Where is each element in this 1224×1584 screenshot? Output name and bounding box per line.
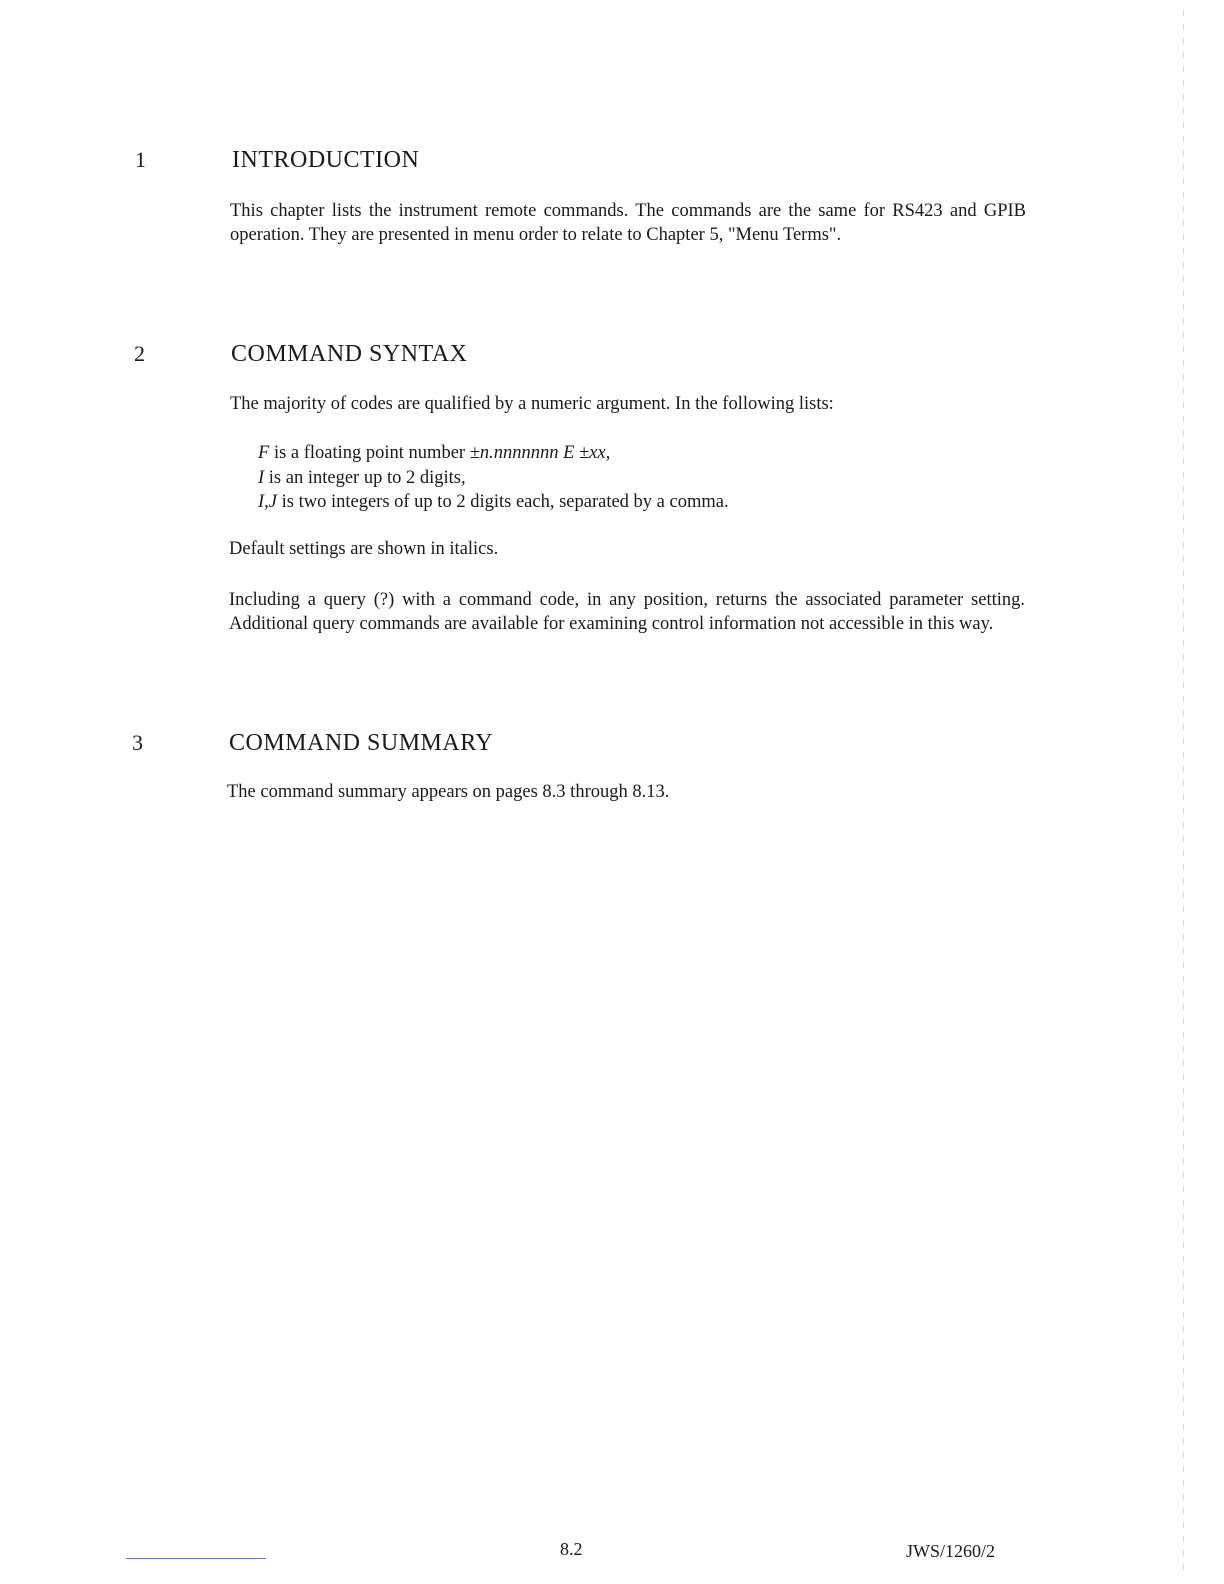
scan-edge-line <box>1183 10 1184 1570</box>
defaults-note: Default settings are shown in italics. <box>229 539 499 559</box>
definition-symbol: I,J <box>258 492 277 512</box>
section-1-paragraph: This chapter lists the instrument remote commands. The commands are the same for RS423 and GPIB operation. They are presented in menu order to relate to Chapter 5, "Menu Terms". <box>230 201 1026 245</box>
definition-symbol: F <box>258 443 270 463</box>
document-reference: JWS/1260/2 <box>906 1541 996 1561</box>
section-1-title: INTRODUCTION <box>232 147 420 173</box>
section-2-number: 2 <box>134 341 145 366</box>
definition-text: is two integers of up to 2 digits each, separated by a comma. <box>277 492 729 512</box>
footer-rule <box>126 1558 266 1559</box>
definition-format: ±n.nnnnnnn E ±xx, <box>469 443 611 463</box>
definition-text: is a floating point number <box>269 443 470 463</box>
section-1-number: 1 <box>135 147 146 172</box>
page-number: 8.2 <box>560 1539 583 1559</box>
definition-text: is an integer up to 2 digits, <box>264 468 466 488</box>
section-3-paragraph: The command summary appears on pages 8.3 through 8.13. <box>227 782 670 802</box>
section-2-title: COMMAND SYNTAX <box>231 341 468 367</box>
section-3-number: 3 <box>132 730 143 755</box>
section-2-intro: The majority of codes are qualified by a numeric argument. In the following lists: <box>230 394 834 414</box>
query-note: Including a query (?) with a command code, in any position, returns the associated parameter setting. Additional query commands are available for examining control information not accessible in this way. <box>229 590 1025 634</box>
section-3-title: COMMAND SUMMARY <box>229 730 494 756</box>
definition-item <box>258 490 729 514</box>
definition-item <box>258 441 610 465</box>
definition-symbol: I <box>258 468 265 488</box>
definition-item <box>258 466 466 490</box>
